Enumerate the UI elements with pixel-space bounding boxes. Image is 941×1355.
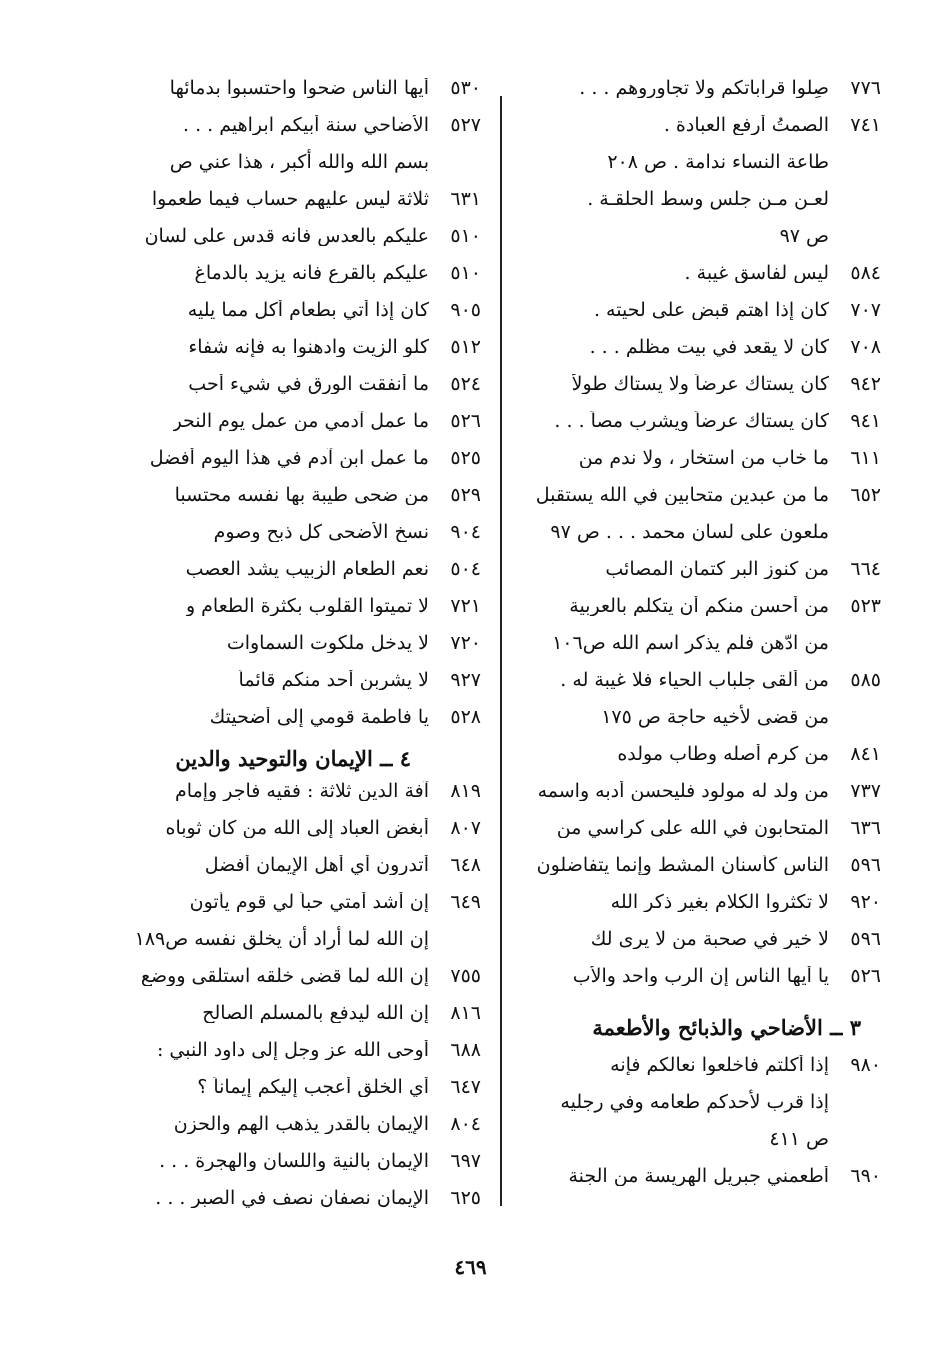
entry-number: ٧٥٥ [450,965,481,987]
index-entry [526,596,881,633]
entry-text: كان إذا اهتم قبض على لحيته . [593,300,829,320]
entry-number: ٩٠٥ [450,299,481,321]
entry-text: أبغض العباد إلى الله من كان ثوباه [165,818,429,838]
index-entry [526,374,881,411]
index-entry [126,1003,481,1040]
index-entry [126,1077,481,1114]
index-entry [126,707,481,744]
entry-number: ٧٧٦ [850,77,881,99]
entry-number: ٥٩٦ [850,928,881,950]
entry-number: ٨١٩ [450,780,481,802]
entry-continuation: من قضى لأخيه حاجة ص ١٧٥ [601,706,829,728]
index-entry [126,781,481,818]
entry-number: ٧٢١ [450,595,481,617]
entry-number: ٥١٠ [450,225,481,247]
entry-number: ٥٣٠ [450,77,481,99]
entry-text: إن الله ليدفع بالمسلم الصالح [202,1003,429,1023]
entry-number: ٥٢٩ [450,484,481,506]
index-entry [526,337,881,374]
entry-number: ٥٩٦ [850,854,881,876]
entry-text: إن الله لما قضى خلقه استلقى ووضع [140,966,429,986]
entry-text: ليس لفاسق غيبة . [684,263,829,283]
entry-text: الإيمان بالنية واللسان والهجرة . . . [159,1151,429,1171]
entry-text: لا تميتوا القلوب بكثرة الطعام و [185,596,429,616]
entry-number: ٦٤٧ [450,1076,481,1098]
index-entry [126,596,481,633]
index-entry [126,226,481,263]
entry-text: كان يستاك عرضاً ولا يستاك طولاً [571,374,829,394]
index-entry [526,781,881,818]
entry-text: يا أيها الناس إن الرب واحد والأب [572,966,829,986]
entry-number: ٨٤١ [850,743,881,765]
entry-number: ٦٣٦ [850,817,881,839]
index-entry [126,670,481,707]
index-entry [126,966,481,1003]
entry-number: ٥٢٧ [450,114,481,136]
entry-text: من ضحى طيبة بها نفسه محتسبا [174,485,429,505]
entry-number: ٨٠٧ [450,817,481,839]
index-entry [126,78,481,115]
entry-text: صِلوا قراباتكم ولا تجاوروهم . . . [579,78,829,98]
entry-text: كان يستاك عرضاً ويشرب مصاً . . . [554,411,829,431]
entry-number: ٦٣١ [450,188,481,210]
entry-text: كلو الزيت وادهنوا به فإنه شفاء [188,337,429,357]
entry-continuation: طاعة النساء ندامة . ص ٢٠٨ [607,151,829,173]
entry-number: ٧٣٧ [850,780,881,802]
entry-number: ٥٠٤ [450,558,481,580]
entry-number: ٥٢٥ [450,447,481,469]
entry-number: ٥١٠ [450,262,481,284]
index-entry [526,966,881,1003]
entry-continuation: ص ٩٧ [779,225,829,247]
entry-number: ٩٤٢ [850,373,881,395]
entry-text: ما عمل آدمي من عمل يوم النحر [172,411,429,431]
entry-text: من ألقى جلباب الحياء فلا غيبة له . [560,670,829,690]
index-entry [526,670,881,707]
index-entry [126,300,481,337]
column-divider [500,96,502,1206]
index-entry [526,855,881,892]
entry-number: ٨١٦ [450,1002,481,1024]
entry-number: ٩٨٠ [850,1054,881,1076]
entry-text: المتحابون في الله على كراسي من [556,818,829,838]
entry-text: من ولد له مولود فليحسن أدبه واسمه [537,781,829,801]
index-entry [126,411,481,448]
section-heading: ٤ ــ الإيمان والتوحيد والدين [175,746,411,771]
index-entry [126,374,481,411]
entry-text: من كنوز البر كتمان المصائب [605,559,829,579]
entry-number: ٨٠٤ [450,1113,481,1135]
entry-text: لا خير في صحبة من لا يرى لك [590,929,829,949]
index-entry [526,559,881,596]
entry-text: لا تكثروا الكلام بغير ذكر الله [610,892,829,912]
entry-number: ٩٢٧ [450,669,481,691]
entry-text: الأضاحي سنة أبيكم ابراهيم . . . [183,115,429,135]
entry-number: ٥١٢ [450,336,481,358]
entry-text: إن أشد أمتي حباً لي قوم يأتون [189,892,429,912]
entry-number: ٩٤١ [850,410,881,432]
entry-text: يا فاطمة قومي إلى أضحيتك [209,707,429,727]
entry-number: ٦٨٨ [450,1039,481,1061]
index-entry [526,892,881,929]
index-entry [126,559,481,596]
entry-text: ما أنفقت الورق في شيء أحب [188,374,429,394]
index-entry [126,485,481,522]
entry-continuation: ملعون على لسان محمد . . . ص ٩٧ [550,521,829,543]
index-entry [526,1055,881,1092]
entry-text: آفة الدين ثلاثة : فقيه فاجر وإمام [175,781,429,801]
entry-continuation: بسم الله والله أكبر ، هذا عني ص [169,151,429,173]
entry-text: أيها الناس ضحوا واحتسبوا بدمائها [169,78,429,98]
entry-number: ٦٦٤ [850,558,881,580]
index-entry [126,1114,481,1151]
index-entry [526,818,881,855]
entry-number: ٧٠٨ [850,336,881,358]
entry-text: ما خاب من استخار ، ولا ندم من [578,448,829,468]
entry-number: ٥٢٤ [450,373,481,395]
entry-number: ٥٢٦ [850,965,881,987]
index-entry [126,263,481,300]
entry-text: من أحسن منكم أن يتكلم بالعربية [569,596,829,616]
index-entry [526,78,881,115]
index-entry [526,485,881,522]
entry-number: ٦٥٢ [850,484,881,506]
section-heading: ٣ ــ الأضاحي والذبائح والأطعمة [592,1015,861,1040]
entry-text: الصمتُ أرفع العبادة . [663,115,829,135]
index-entry [126,633,481,670]
entry-text: أطعمني جبريل الهريسة من الجنة [568,1166,829,1186]
entry-text: إذا أكلتم فاخلعوا نعالكم فإنه [610,1055,829,1075]
index-entry [526,448,881,485]
index-entry [526,300,881,337]
index-entry [526,1166,881,1203]
entry-number: ٥٢٣ [850,595,881,617]
entry-text: الإيمان بالقدر يذهب الهم والحزن [173,1114,429,1134]
entry-number: ٩٠٤ [450,521,481,543]
index-entry [526,263,881,300]
entry-text: كان إذا أتي بطعام أكل مما يليه [187,300,429,320]
entry-number: ٦٩٠ [850,1165,881,1187]
index-entry [126,1040,481,1077]
entry-number: ٧٢٠ [450,632,481,654]
entry-number: ٥٨٥ [850,669,881,691]
index-entry [126,448,481,485]
index-entry [126,1188,481,1225]
entry-number: ٦٤٨ [450,854,481,876]
entry-text: عليكم بالقرع فانه يزيد بالدماغ [194,263,429,283]
entry-text: لا يدخل ملكوت السماوات [226,633,429,653]
entry-number: ٥٢٨ [450,706,481,728]
right-column [526,78,881,1203]
entry-continuation: إذا قرب لأحدكم طعامه وفي رجليه [560,1091,829,1113]
entry-continuation: إن الله لما أراد أن يخلق نفسه ص١٨٩ [134,928,429,950]
index-entry [126,818,481,855]
index-entry [126,189,481,226]
index-entry [526,744,881,781]
entry-number: ٥٢٦ [450,410,481,432]
entry-text: أتدرون أي أهل الإيمان أفضل [204,855,429,875]
entry-number: ٧٠٧ [850,299,881,321]
entry-number: ٦٢٥ [450,1187,481,1209]
index-entry [526,115,881,152]
entry-continuation: ص ٤١١ [769,1128,829,1150]
left-column [126,78,481,1225]
entry-text: أوحى الله عز وجل إلى داود النبي : [156,1040,429,1060]
entry-continuation: لعـن مـن جلس وسط الحلقـة . [587,188,829,210]
index-entry [526,411,881,448]
index-entry [126,892,481,929]
entry-text: أي الخلق أعجب إليكم إيماناً ؟ [197,1077,429,1097]
entry-text: عليكم بالعدس فانه قدس على لسان [144,226,429,246]
entry-number: ٩٢٠ [850,891,881,913]
entry-text: الناس كأسنان المشط وإنما يتفاضلون [536,855,829,875]
entry-text: ما من عبدين متحابين في الله يستقبل [535,485,829,505]
entry-number: ٧٤١ [850,114,881,136]
entry-number: ٦٤٩ [450,891,481,913]
entry-text: ما عمل ابن آدم في هذا اليوم أفضل [149,448,429,468]
index-entry [126,522,481,559]
entry-continuation: من ادّهن فلم يذكر اسم الله ص١٠٦ [552,632,829,654]
entry-text: نعم الطعام الزبيب يشد العصب [185,559,429,579]
entry-number: ٦١١ [850,447,881,469]
entry-number: ٦٩٧ [450,1150,481,1172]
entry-text: نسخ الأضحى كل ذبح وصوم [213,522,429,542]
page-number: ٤٦٩ [454,1255,487,1279]
index-entry [126,115,481,152]
entry-text: كان لا يقعد في بيت مظلم . . . [589,337,829,357]
index-entry [126,1151,481,1188]
index-entry [526,929,881,966]
index-entry [126,855,481,892]
entry-text: الإيمان نصفان نصف في الصبر . . . [155,1188,429,1208]
entry-text: من كرم أصله وطاب مولده [617,744,829,764]
index-entry [126,337,481,374]
entry-number: ٥٨٤ [850,262,881,284]
entry-text: ثلاثة ليس عليهم حساب فيما طعموا [151,189,429,209]
entry-text: لا يشربن أحد منكم قائماً [238,670,429,690]
